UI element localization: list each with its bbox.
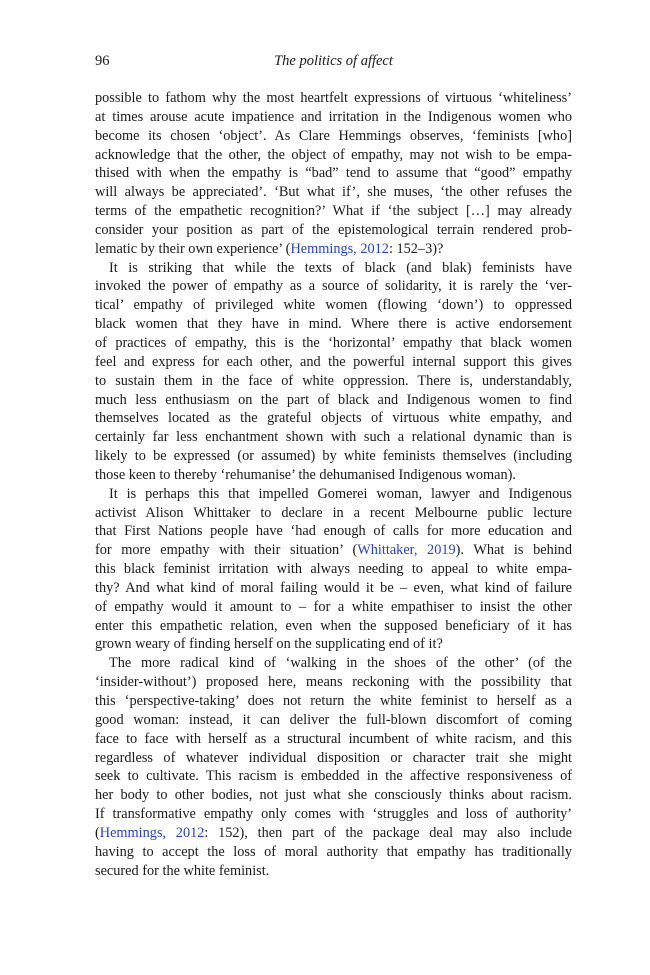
citation-link-whittaker-2019[interactable]: Whittaker, 2019 xyxy=(357,542,456,559)
text-line: invoked the power of empathy as a source of solidarity, it is rarely the ‘ver- xyxy=(95,278,572,295)
text-line: regardless of whatever individual disposition or character trait she might xyxy=(95,749,572,766)
text-line: thised with when the empathy is “bad” tend to assume that “good” empathy xyxy=(95,165,572,182)
text-line: possible to fathom why the most heartfelt expressions of virtuous ‘whiteliness’ xyxy=(95,90,572,106)
text-line: acknowledge that the other, the object of empathy, may not wish to be empa- xyxy=(95,146,572,163)
text-line: The more radical kind of ‘walking in the shoes of the other’ (of the xyxy=(109,655,572,672)
text-fragment: : 152), then part of the package deal may also include xyxy=(204,824,572,841)
citation-link-hemmings-2012[interactable]: Hemmings, 2012 xyxy=(99,824,205,841)
text-line: It is striking that while the texts of black (and blak) feminists have xyxy=(109,259,572,276)
text-fragment: for more empathy with their situation’ ( xyxy=(95,542,358,559)
text-fragment: : 152–3)? xyxy=(388,240,444,257)
text-line: this black feminist irritation with always needing to appeal to white empa- xyxy=(95,561,572,578)
text-fragment: ). What is behind xyxy=(455,542,572,559)
text-line: become its chosen ‘object’. As Clare Hemmings observes, ‘feminists [who] xyxy=(95,127,572,144)
text-line: It is perhaps this that impelled Gomerei woman, lawyer and Indigenous xyxy=(109,485,572,502)
text-line: this ‘perspective-taking’ does not return the white feminist to herself as a xyxy=(95,693,572,709)
text-line: likely to be expressed (or assumed) by white feminists themselves (including xyxy=(95,448,572,465)
text-line: thy? And what kind of moral failing would it be – even, what kind of failure xyxy=(95,579,572,596)
text-line: certainly far less enchantment shown with such a relational dynamic than is xyxy=(95,429,572,446)
text-line: good woman: instead, it can deliver the full-blown discomfort of coming xyxy=(95,711,572,728)
text-fragment: lematic by their own experience’ ( xyxy=(95,240,291,257)
text-line: tical’ empathy of privileged white women (flowing ‘down’) to oppressed xyxy=(95,297,572,314)
text-line: grown weary of finding herself on the supplicating end of it? xyxy=(95,636,443,653)
text-line: of empathy would it amount to – for a white empathiser to insist the other xyxy=(95,598,572,615)
text-line: secured for the white feminist. xyxy=(95,862,270,879)
text-line xyxy=(95,824,572,843)
text-line: much less enthusiasm on the part of black and Indigenous women to find xyxy=(95,391,572,408)
running-title: The politics of affect xyxy=(274,53,393,69)
text-line: that First Nations people have ‘had enough of calls for more education and xyxy=(95,523,572,540)
text-line xyxy=(95,541,572,560)
text-line: black women that they have in mind. Where there is active endorsement xyxy=(95,316,572,333)
text-line: her body to other bodies, not just what she consciously thinks about racism. xyxy=(95,787,572,804)
text-line: having to accept the loss of moral authority that empathy has traditionally xyxy=(95,843,572,860)
text-line: enter this empathetic relation, even when the supposed beneficiary of it has xyxy=(95,617,572,634)
text-line: activist Alison Whittaker to declare in a recent Melbourne public lecture xyxy=(95,504,572,521)
text-line: face to face with herself as a structural incumbent of white racism, and this xyxy=(95,730,572,747)
text-line: themselves located as the grateful objects of virtuous white empathy, and xyxy=(95,410,572,427)
text-line: of practices of empathy, this is the ‘horizontal’ empathy that black women xyxy=(95,334,572,351)
citation-link-hemmings-2012[interactable]: Hemmings, 2012 xyxy=(290,240,389,257)
text-line: consider your position as part of the epistemological terrain rendered prob- xyxy=(95,221,572,238)
body-text xyxy=(95,89,572,880)
page-number: 96 xyxy=(95,53,110,69)
text-line: ‘insider-without’) proposed here, means reckoning with the possibility that xyxy=(95,674,572,691)
text-line: at times arouse acute impatience and irritation in the Indigenous women who xyxy=(95,108,572,125)
text-line: will always be appreciated’. ‘But what if’, she muses, ‘the other refuses the xyxy=(95,184,572,201)
text-fragment: ( xyxy=(95,824,100,841)
text-line: seek to cultivate. This racism is embedded in the affective responsiveness of xyxy=(95,768,572,785)
text-line xyxy=(95,240,572,259)
text-line: terms of the empathetic recognition?’ What if ‘the subject […] may already xyxy=(95,203,572,220)
text-line: If transformative empathy only comes with ‘struggles and loss of authority’ xyxy=(95,806,572,823)
text-line: to sustain them in the face of white oppression. There is, understandably, xyxy=(95,372,572,389)
text-line: feel and express for each other, and the powerful internal support this gives xyxy=(95,353,572,370)
running-header xyxy=(95,53,572,73)
text-line: those keen to thereby ‘rehumanise’ the dehumanised Indigenous woman). xyxy=(95,466,516,483)
